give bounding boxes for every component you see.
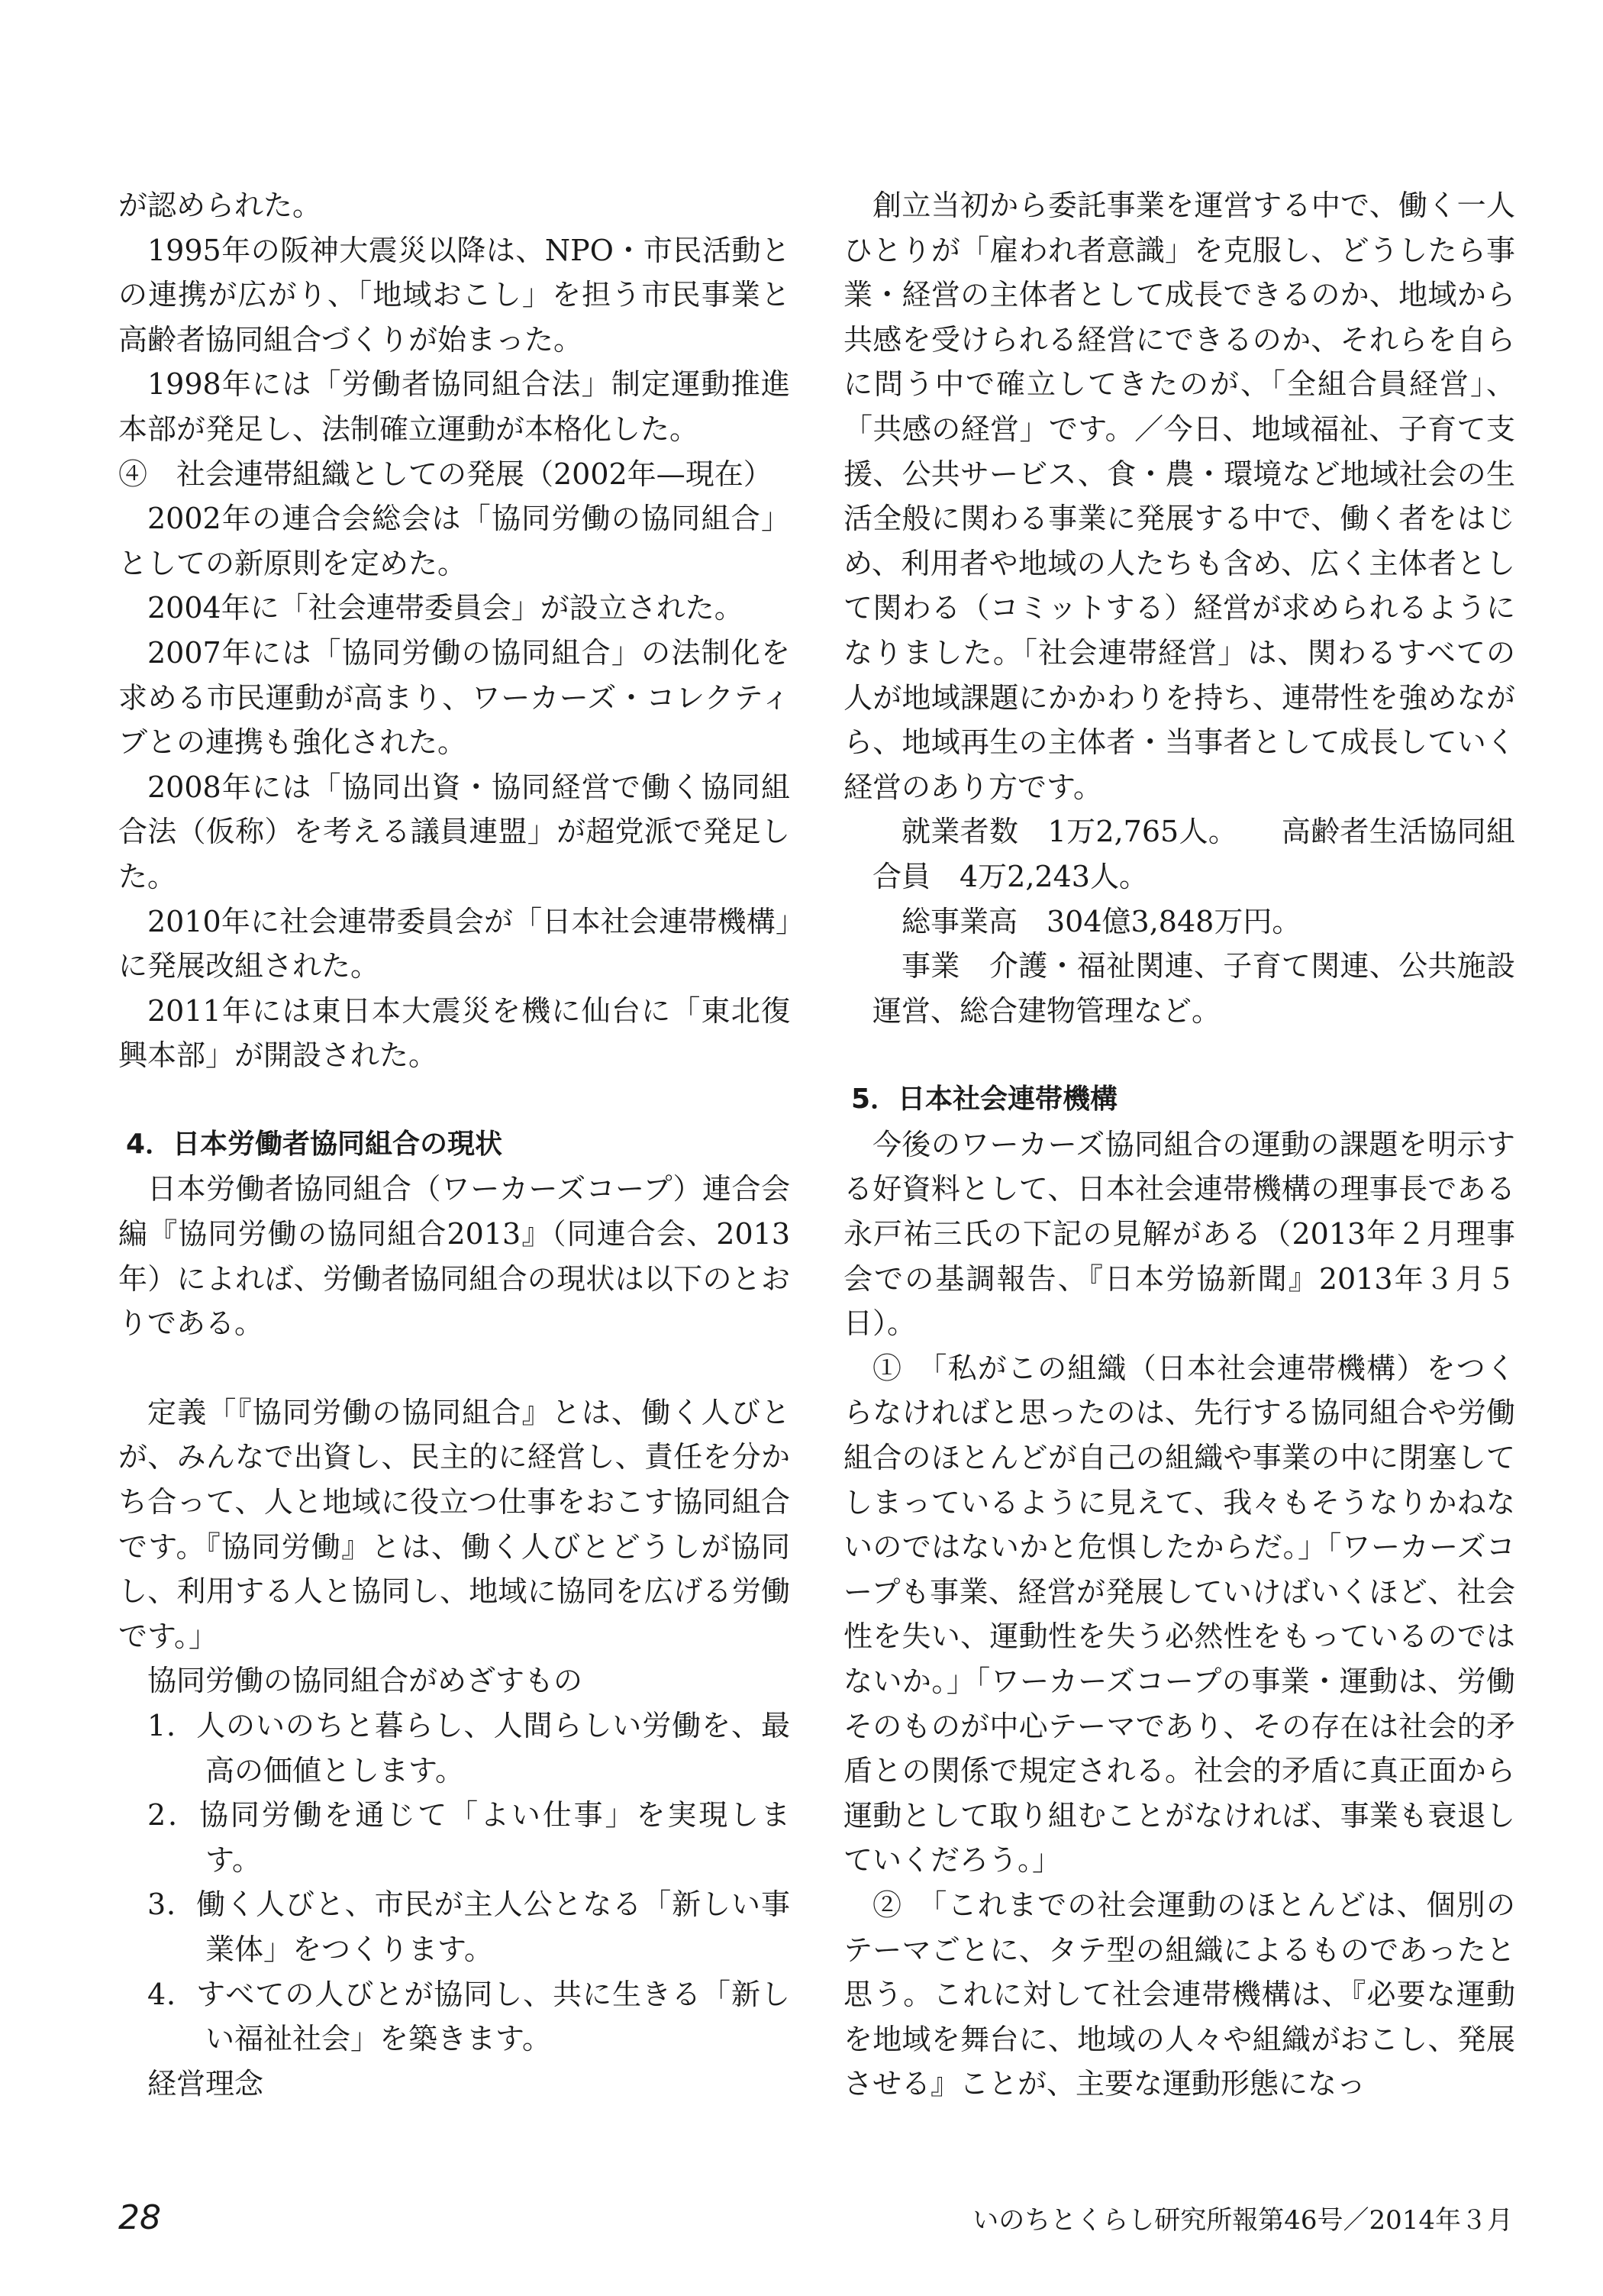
stat-business: 事業 介護・福祉関連、子育て関連、公共施設運営、総合建物管理など。	[872, 949, 1515, 1028]
stat-revenue: 総事業高 304億3,848万円。	[901, 904, 1301, 938]
paragraph: 2007年には「協同労働の協同組合」の法制化を求める市民運動が高まり、ワーカーズ・コレクティブとの連携も強化された。	[118, 635, 790, 760]
paragraph: 今後のワーカーズ協同組合の運動の課題を明示する好資料として、日本社会連帯機構の理事長である永戸祐三氏の下記の見解がある（2013年２月理事会での基調報告、『日本労協新聞』2013年３月５日）。	[843, 1127, 1515, 1341]
spacer	[843, 1033, 1515, 1077]
paragraph: 2002年の連合会総会は「協同労働の協同組合」としての新原則を定めた。	[118, 502, 790, 580]
paragraph: ② 「これまでの社会運動のほとんどは、個別のテーマごとに、タテ型の組織によるものであったと思う。これに対して社会連帯機構は、『必要な運動を地域を舞台に、地域の人々や組織がおこし、発展させる』ことが、主要な運動形態になっ	[843, 1887, 1515, 2101]
goals-title: 協同労働の協同組合がめざすもの	[147, 1664, 583, 1698]
paragraph: 2011年には東日本大震災を機に仙台に「東北復興本部」が開設された。	[118, 993, 790, 1073]
section-heading-4: 4．日本労働者協同組合の現状	[126, 1128, 503, 1160]
goal-item: 4．すべての人びとが協同し、共に生きる「新しい福祉社会」を築きます。	[147, 1977, 790, 2056]
goal-item: 2．協同労働を通じて「よい仕事」を実現します。	[147, 1798, 790, 1877]
spacer	[118, 1078, 790, 1122]
philosophy-title: 経営理念	[147, 2066, 264, 2101]
paragraph: 2008年には「協同出資・協同経営で働く協同組合法（仮称）を考える議員連盟」が超党派で発足した。	[118, 770, 790, 893]
running-footer: いのちとくらし研究所報第46号／2014年３月	[972, 2205, 1513, 2236]
paragraph: ① 「私がこの組織（日本社会連帯機構）をつくらなければと思ったのは、先行する協同組合や労働組合のほとんどが自己の組織や事業の中に閉塞してしまっているように見えて、我々もそうなりかねないのではないかと危惧したからだ。」「ワーカーズコープも事業、経営が発展していけばいくほど、社会性を失い、運動性を失う必然性をもっているのではないか。」「ワーカーズコープの事業・運動は、労働そのものが中心テーマであり、その存在は社会的矛盾との関係で規定される。社会的矛盾に真正面から運動として取り組むことがなければ、事業も衰退していくだろう。」	[843, 1351, 1515, 1878]
paragraph: 1998年には「労働者協同組合法」制定運動推進本部が発足し、法制確立運動が本格化した。	[118, 367, 790, 446]
right-column	[843, 183, 1515, 2107]
paragraph: 2010年に社会連帯委員会が「日本社会連帯機構」に発展改組された。	[118, 904, 790, 983]
paragraph: 日本労働者協同組合（ワーカーズコープ）連合会編『協同労働の協同組合2013』（同連合会、2013年）によれば、労働者協同組合の現状は以下のとおりである。	[118, 1172, 790, 1341]
spacer	[118, 1346, 790, 1390]
page-number: 28	[118, 2198, 161, 2237]
paragraph: 2004年に「社会連帯委員会」が設立された。	[147, 591, 743, 625]
left-column	[118, 183, 790, 2106]
goal-item: 3．働く人びと、市民が主人公となる「新しい事業体」をつくります。	[147, 1887, 790, 1966]
paragraph: が認められた。	[118, 189, 322, 222]
goal-item: 1．人のいのちと暮らし、人間らしい労働を、最高の価値とします。	[147, 1709, 790, 1787]
paragraph: 創立当初から委託事業を運営する中で、働く一人ひとりが「雇われ者意識」を克服し、どうしたら事業・経営の主体者として成長できるのか、地域から共感を受けられる経営にできるのか、それらを自らに問う中で確立してきたのが、「全組合員経営」、「共感の経営」です。／今日、地域福祉、子育て支援、公共サービス、食・農・環境など地域社会の生活全般に関わる事業に発展する中で、働く者をはじめ、利用者や地域の人たちも含め、広く主体者として関わる（コミットする）経営が求められるようになりました。「社会連帯経営」は、関わるすべての人が地域課題にかかわりを持ち、連帯性を強めながら、地域再生の主体者・当事者として成長していく経営のあり方です。	[843, 189, 1515, 804]
section-subheading: ④ 社会連帯組織としての発展（2002年—現在）	[118, 457, 772, 491]
definition-paragraph: 定義「『協同労働の協同組合』とは、働く人びとが、みんなで出資し、民主的に経営し、責任を分かち合って、人と地域に役立つ仕事をおこす協同組合です。『協同労働』とは、働く人びとどうしが協同し、利用する人と協同し、地域に協同を広げる労働です。」	[118, 1395, 790, 1653]
paragraph: 1995年の阪神大震災以降は、NPO・市民活動との連携が広がり、「地域おこし」を担う市民事業と高齢者協同組合づくりが始まった。	[118, 233, 790, 357]
section-heading-5: 5．日本社会連帯機構	[851, 1083, 1118, 1116]
stat-employees: 就業者数 1万2,765人。 高齢者生活協同組合員 4万2,243人。	[872, 815, 1515, 893]
